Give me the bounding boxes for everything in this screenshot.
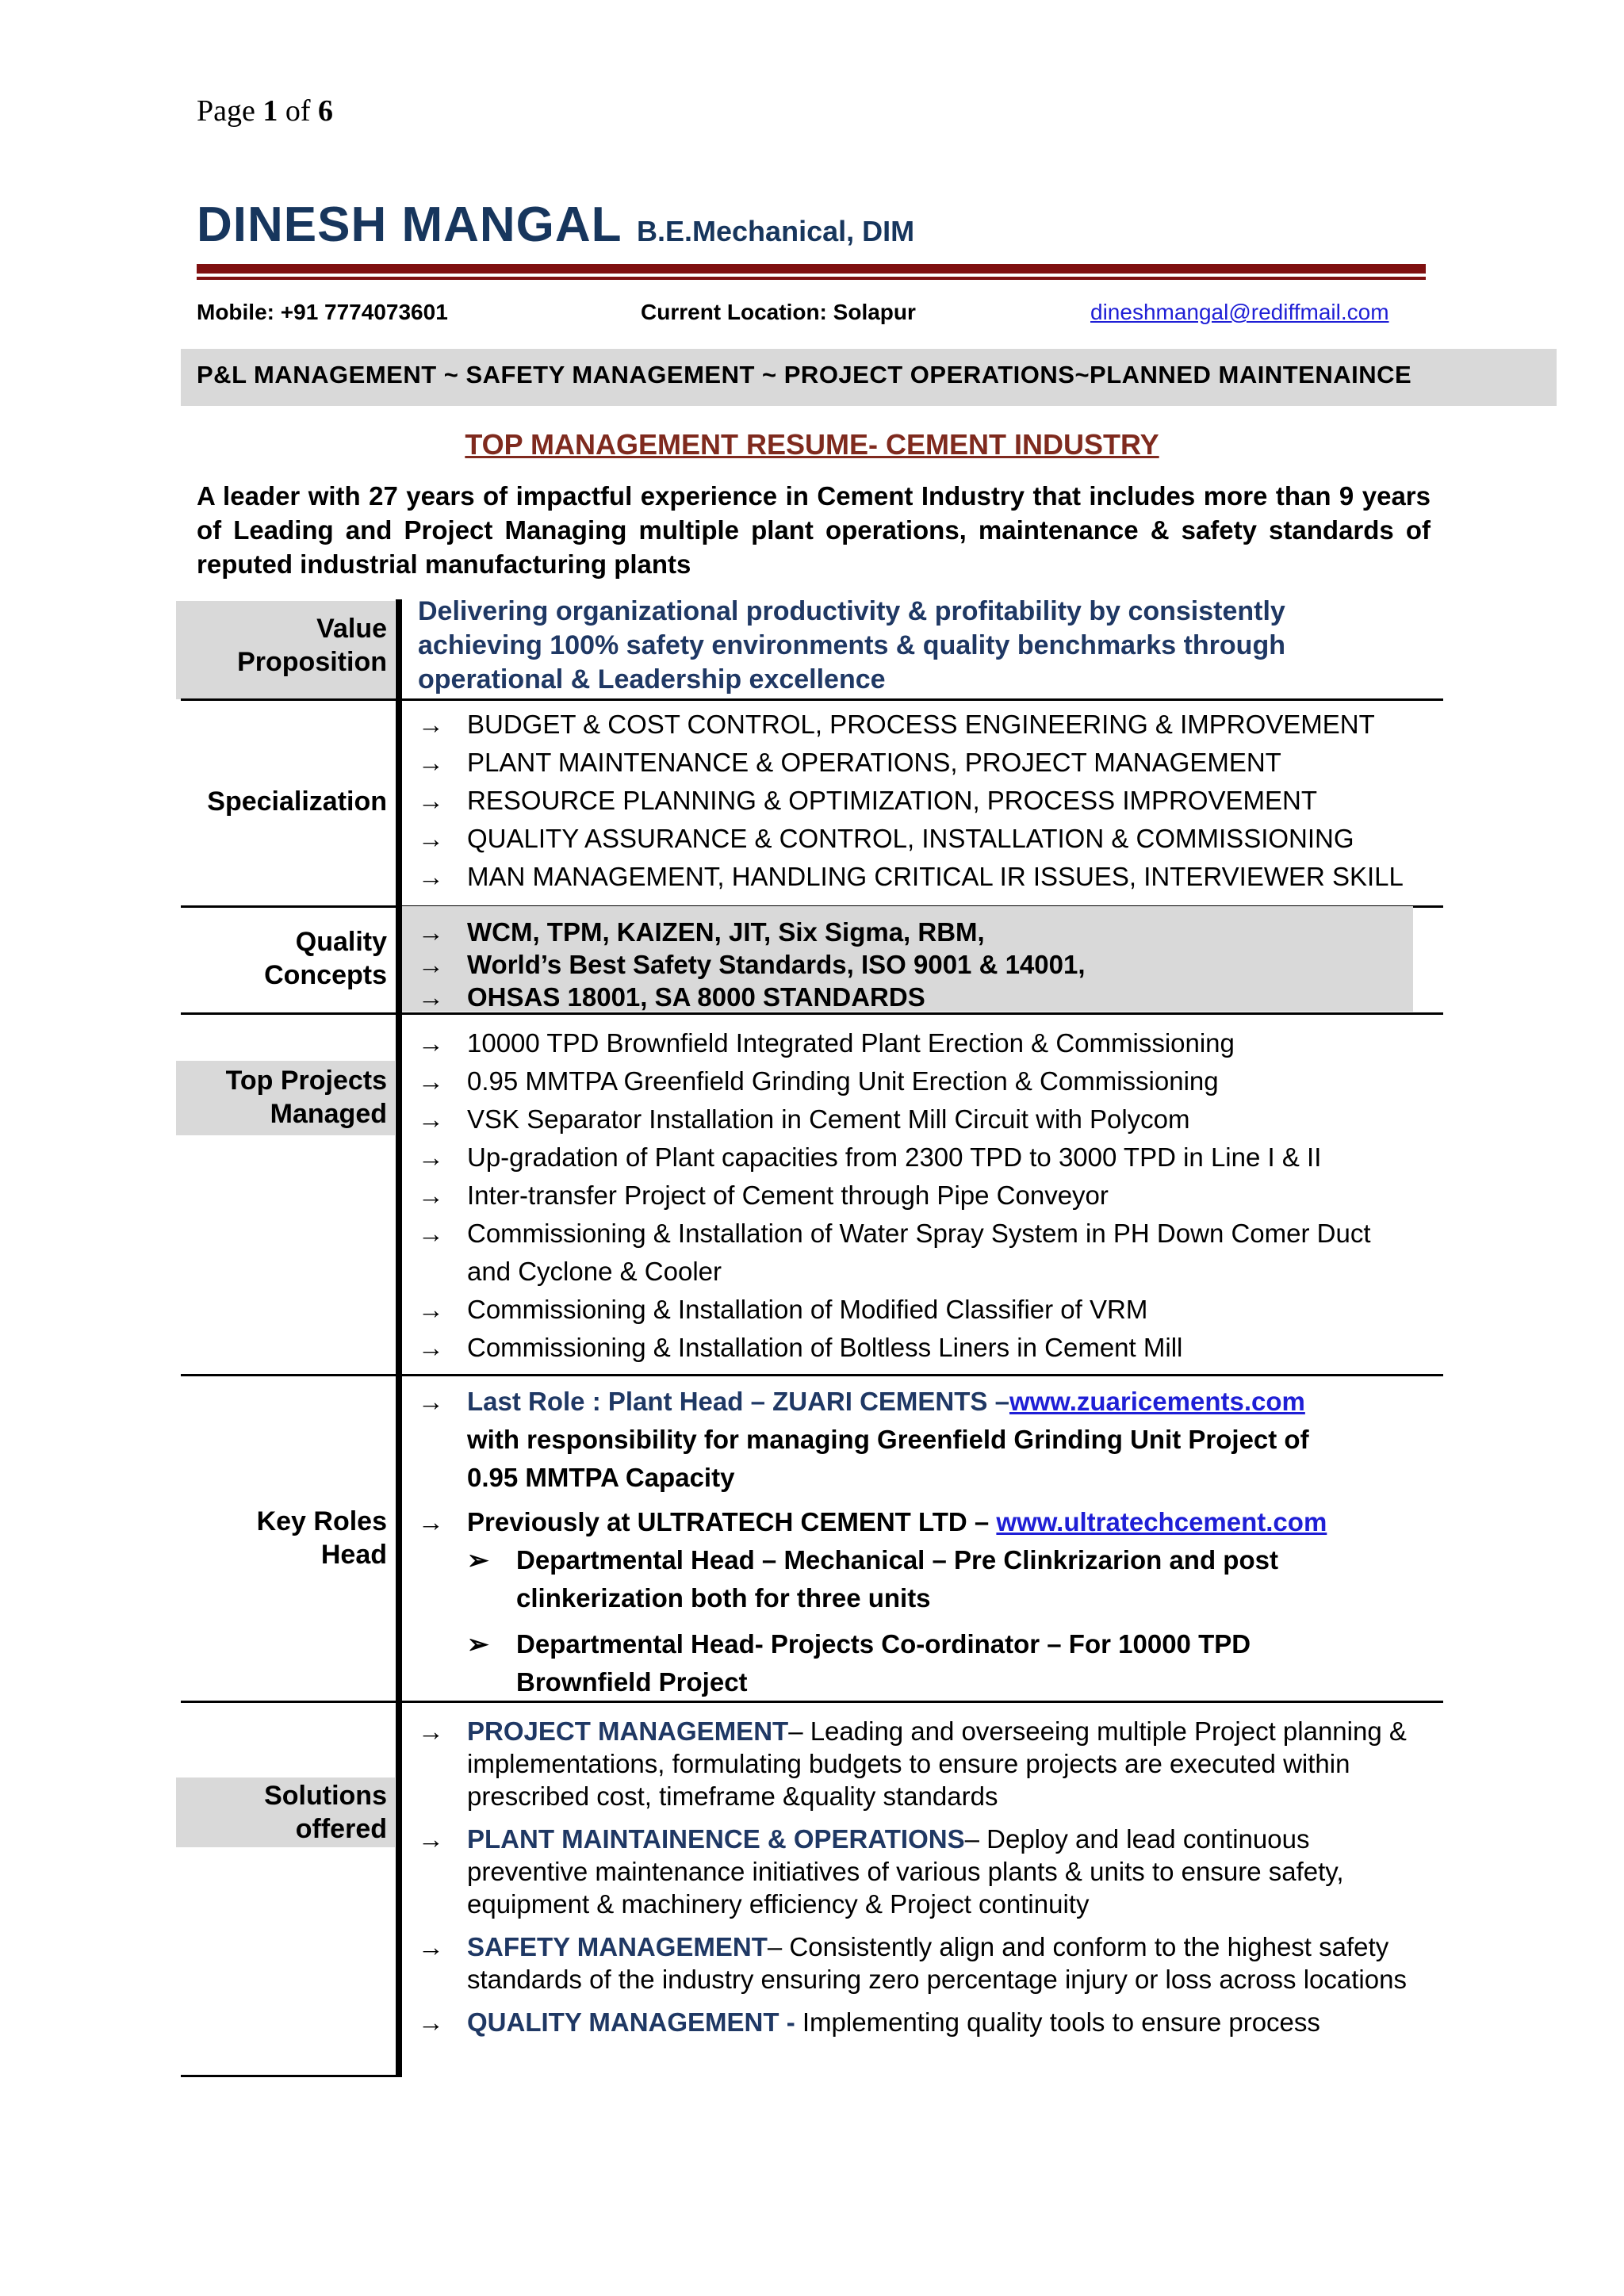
list-item: → Up-gradation of Plant capacities from 2300 TPD to 3000 TPD in Line I & II <box>418 1138 1371 1177</box>
candidate-heading <box>197 197 914 253</box>
sub-list-item: ➢ Departmental Head- Projects Co-ordinator – For 10000 TPD Brownfield Project <box>467 1625 1373 1701</box>
section-rule <box>181 1012 1443 1015</box>
arrow-bullet-icon: → <box>418 1387 444 1416</box>
mobile-number: Mobile: +91 7774073601 <box>197 300 448 324</box>
arrow-bullet-icon: → <box>418 1333 444 1362</box>
list-item: → WCM, TPM, KAIZEN, JIT, Six Sigma, RBM, <box>418 917 985 947</box>
list-item: → World’s Best Safety Standards, ISO 9001 & 14001, <box>418 950 1086 979</box>
arrow-bullet-icon: → <box>418 2007 444 2037</box>
list-item: → SAFETY MANAGEMENT– Consistently align and conform to the highest safety standards of the industry ensuring zero percentage injury or loss across locations <box>418 1932 1407 1994</box>
quality-concepts-label-line1: Quality <box>295 927 387 957</box>
candidate-qualifications: B.E.Mechanical, DIM <box>637 215 915 247</box>
sub-list-item: ➢ Departmental Head – Mechanical – Pre Clinkrizarion and post clinkerization both for three units <box>467 1541 1373 1617</box>
list-item: → RESOURCE PLANNING & OPTIMIZATION, PROCESS IMPROVEMENT <box>418 782 1404 820</box>
key-roles-list <box>418 1383 1417 1701</box>
list-item: → Inter-transfer Project of Cement through Pipe Conveyor <box>418 1177 1371 1215</box>
value-proposition-label-line1: Value <box>316 614 387 644</box>
section-rule <box>181 2075 399 2077</box>
solutions-label <box>176 1777 395 1847</box>
quality-concepts-label-line2: Concepts <box>264 960 387 990</box>
last-role-desc-line2: 0.95 MMTPA Capacity <box>467 1463 735 1492</box>
page-current: 1 <box>262 94 278 128</box>
arrow-bullet-icon: → <box>418 1295 444 1324</box>
quality-concepts-label <box>264 925 387 992</box>
solutions-label-line2: offered <box>295 1814 387 1844</box>
section-rule <box>181 1701 1443 1703</box>
section-rule <box>181 698 1443 701</box>
competency-band-text: P&L MANAGEMENT ~ SAFETY MANAGEMENT ~ PROJECT OPERATIONS~PLANNED MAINTENAINCE <box>197 361 1412 388</box>
list-item: → BUDGET & COST CONTROL, PROCESS ENGINEERING & IMPROVEMENT <box>418 706 1404 744</box>
value-proposition-label-line2: Proposition <box>237 647 387 677</box>
list-item: → 10000 TPD Brownfield Integrated Plant Erection & Commissioning <box>418 1024 1371 1062</box>
arrow-bullet-icon: → <box>418 1104 444 1134</box>
key-roles-label <box>257 1505 387 1571</box>
zuari-website-link[interactable]: www.zuaricements.com <box>1009 1387 1305 1416</box>
key-roles-label-line1: Key Roles <box>256 1506 387 1536</box>
list-item: → PLANT MAINTENANCE & OPERATIONS, PROJECT MANAGEMENT <box>418 744 1404 782</box>
arrow-bullet-icon: → <box>418 1932 444 1961</box>
solutions-list <box>418 1715 1433 2038</box>
value-proposition-label <box>176 601 395 699</box>
summary-paragraph: A leader with 27 years of impactful experience in Cement Industry that includes more than 9 years of Leading and Project Managing multiple plant operations, maintenance & safety standards of reputed industrial manufacturing plants <box>197 481 1431 579</box>
last-role-text: Last Role : Plant Head – ZUARI CEMENTS – <box>467 1387 1009 1416</box>
solutions-label-line1: Solutions <box>264 1781 387 1811</box>
list-item: → Commissioning & Installation of Water Spray System in PH Down Comer Duct <box>418 1215 1371 1253</box>
list-item: → VSK Separator Installation in Cement Mill Circuit with Polycom <box>418 1100 1371 1138</box>
arrow-bullet-icon: → <box>418 1219 444 1248</box>
arrow-bullet-icon: → <box>418 1507 444 1536</box>
arrow-bullet-icon: → <box>418 1716 444 1746</box>
list-item-continuation: and Cyclone & Cooler <box>467 1257 722 1286</box>
heading-rule <box>197 264 1426 274</box>
arrow-bullet-icon: → <box>418 786 444 815</box>
list-item: → QUALITY ASSURANCE & CONTROL, INSTALLATION & COMMISSIONING <box>418 820 1404 858</box>
top-projects-label-line2: Managed <box>270 1099 387 1129</box>
document-title: TOP MANAGEMENT RESUME- CEMENT INDUSTRY <box>465 428 1159 461</box>
list-item-last-role <box>418 1383 1417 1497</box>
previous-role-sublist <box>467 1541 1417 1701</box>
heading-rule-thin <box>197 277 1426 280</box>
arrow-bullet-icon: → <box>418 710 444 739</box>
top-projects-list <box>418 1024 1371 1367</box>
specialization-list <box>418 706 1404 896</box>
candidate-name: DINESH MANGAL <box>197 197 622 252</box>
top-projects-label <box>176 1061 395 1135</box>
page-total: 6 <box>318 94 334 128</box>
top-projects-label-line1: Top Projects <box>225 1066 387 1096</box>
pointer-bullet-icon: ➢ <box>467 1545 489 1575</box>
section-rule <box>181 1374 1443 1376</box>
pointer-bullet-icon: ➢ <box>467 1629 489 1659</box>
list-item: → MAN MANAGEMENT, HANDLING CRITICAL IR ISSUES, INTERVIEWER SKILL <box>418 858 1404 896</box>
page-label: Page <box>197 94 255 128</box>
list-item: → 0.95 MMTPA Greenfield Grinding Unit Erection & Commissioning <box>418 1062 1371 1100</box>
list-item: → PROJECT MANAGEMENT– Leading and overseeing multiple Project planning & implementations, formulating budgets to ensure projects are executed within prescribed cost, timeframe &quality standards <box>418 1716 1407 1811</box>
email-link[interactable]: dineshmangal@rediffmail.com <box>1090 300 1389 324</box>
arrow-bullet-icon: → <box>418 824 444 853</box>
list-item: → OHSAS 18001, SA 8000 STANDARDS <box>418 982 925 1012</box>
key-roles-label-line2: Head <box>320 1540 387 1570</box>
list-item: → Commissioning & Installation of Boltless Liners in Cement Mill <box>418 1329 1371 1367</box>
arrow-bullet-icon: → <box>418 1824 444 1854</box>
section-divider-bar <box>396 599 402 2077</box>
arrow-bullet-icon: → <box>418 950 444 979</box>
quality-concepts-list <box>418 916 1086 1013</box>
ultratech-website-link[interactable]: www.ultratechcement.com <box>996 1507 1327 1536</box>
arrow-bullet-icon: → <box>418 1142 444 1172</box>
value-proposition-text: Delivering organizational productivity & profitability by consistently achieving 100% safety environments & quality benchmarks through operational & Leadership excellence <box>418 596 1285 695</box>
page-of: of <box>285 94 311 128</box>
current-location: Current Location: Solapur <box>641 300 916 324</box>
arrow-bullet-icon: → <box>418 862 444 891</box>
list-item: → Commissioning & Installation of Modified Classifier of VRM <box>418 1291 1371 1329</box>
arrow-bullet-icon: → <box>418 1028 444 1058</box>
arrow-bullet-icon: → <box>418 917 444 947</box>
list-item: → QUALITY MANAGEMENT - Implementing quality tools to ensure process <box>418 2007 1320 2037</box>
competency-band <box>181 349 1557 406</box>
list-item-previous-role <box>418 1503 1417 1701</box>
arrow-bullet-icon: → <box>418 748 444 777</box>
arrow-bullet-icon: → <box>418 1181 444 1210</box>
arrow-bullet-icon: → <box>418 1066 444 1096</box>
page-number <box>197 94 333 128</box>
specialization-label: Specialization <box>207 786 387 817</box>
arrow-bullet-icon: → <box>418 982 444 1012</box>
list-item: → PLANT MAINTAINENCE & OPERATIONS– Deploy and lead continuous preventive maintenance initiatives of various plants & units to ensure safety, equipment & machinery efficiency & Project continuity <box>418 1824 1344 1919</box>
last-role-desc-line1: with responsibility for managing Greenfield Grinding Unit Project of <box>467 1425 1309 1454</box>
previous-role-text: Previously at ULTRATECH CEMENT LTD – <box>467 1507 997 1536</box>
